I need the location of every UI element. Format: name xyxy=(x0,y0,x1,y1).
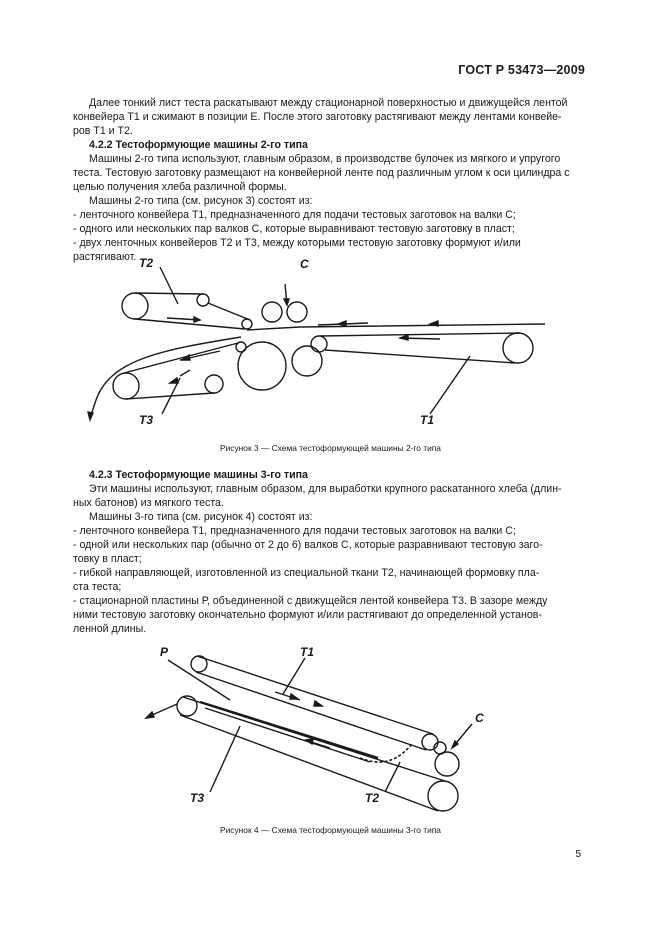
label-p: Р xyxy=(160,645,169,659)
text-line: Машины 2-го типа (см. рисунок 3) состоят из: xyxy=(89,195,313,207)
text-line: Машины 3-го типа (см. рисунок 4) состоят из: xyxy=(89,511,313,523)
pressure-roller xyxy=(292,346,322,376)
list-item: - ленточного конвейера Т1, предназначенного для подачи тестовых заготовок на валки С; xyxy=(73,209,516,221)
text-line: Машины 2-го типа используют, главным образом, в производстве булочек из мягкого и упругого xyxy=(89,153,561,165)
rollers-c xyxy=(434,724,472,776)
text-line: товку в пласт; xyxy=(73,553,142,565)
section-heading: 4.2.3 Тестоформующие машины 3-го типа xyxy=(89,469,308,481)
page-number: 5 xyxy=(575,849,581,860)
text-line: конвейера Т1 и сжимают в позиции Е. После этого заготовку растягивают между лентами конвейе- xyxy=(73,111,562,123)
figure-4-diagram xyxy=(0,640,661,820)
list-item: - одного или нескольких пар валков С, которые выравнивают тестовую заготовку в пласт; xyxy=(73,223,515,235)
label-t2: Т2 xyxy=(365,791,380,805)
text-line: ста теста; xyxy=(73,581,122,593)
text-line: целью получения хлеба различной формы. xyxy=(73,181,287,193)
conveyor-t2 xyxy=(122,293,252,329)
text-line: Эти машины используют, главным образом, для выработки крупного раскатанного хлеба (длин- xyxy=(89,483,562,495)
figure-3-caption: Рисунок 3 — Схема тестоформующей машины 2-го типа xyxy=(220,443,441,453)
document-header: ГОСТ Р 53473—2009 xyxy=(458,63,585,77)
text-line: растягивают. xyxy=(73,251,137,263)
list-item: - ленточного конвейера Т1, предназначенного для подачи тестовых заготовок на валки С; xyxy=(73,525,516,537)
conveyor-t3 xyxy=(113,342,246,414)
text-line: ров Т1 и Т2. xyxy=(73,125,133,137)
conveyor-t1 xyxy=(191,656,438,750)
figure-4-caption: Рисунок 4 — Схема тестоформующей машины 3-го типа xyxy=(220,825,441,835)
figure-3-diagram xyxy=(0,250,661,440)
text-line: ними тестовую заготовку окончательно формуют и/или растягивают до определенной установ- xyxy=(73,609,542,621)
label-t2: Т2 xyxy=(139,256,154,270)
rollers-c xyxy=(262,284,307,322)
list-item: - одной или нескольких пар (обычно от 2 до 6) валков С, которые разравнивают тестовую заго- xyxy=(73,539,543,551)
label-c: С xyxy=(300,257,309,271)
plate-p xyxy=(168,660,378,762)
text-line: ленной длины. xyxy=(73,623,147,635)
label-c: С xyxy=(475,711,484,725)
section-heading: 4.2.2 Тестоформующие машины 2-го типа xyxy=(89,139,308,151)
section-intro xyxy=(73,96,585,138)
label-t3: Т3 xyxy=(190,791,205,805)
text-line: Далее тонкий лист теста раскатывают между стационарной поверхностью и движущейся лентой xyxy=(89,97,568,109)
text-line: ных батонов) из мягкого теста. xyxy=(73,497,224,509)
section-4-2-3 xyxy=(73,468,585,636)
list-item: - гибкой направляющей, изготовленной из специальной ткани Т2, начинающей формовку пла- xyxy=(73,567,540,579)
label-t1: Т1 xyxy=(300,645,315,659)
label-t1: Т1 xyxy=(420,413,435,427)
text-line: теста. Тестовую заготовку размещают на конвейерной ленте под различным углом к оси цилиндра с xyxy=(73,167,570,179)
conveyor-t1 xyxy=(311,333,533,414)
list-item: - двух ленточных конвейеров Т2 и Т3, между которыми тестовую заготовку формуют и/или xyxy=(73,237,521,249)
list-item: - стационарной пластины Р, объединенной с движущейся лентой конвейера Т3. В зазоре между xyxy=(73,595,548,607)
label-t3: Т3 xyxy=(139,413,154,427)
section-4-2-2 xyxy=(73,138,585,264)
